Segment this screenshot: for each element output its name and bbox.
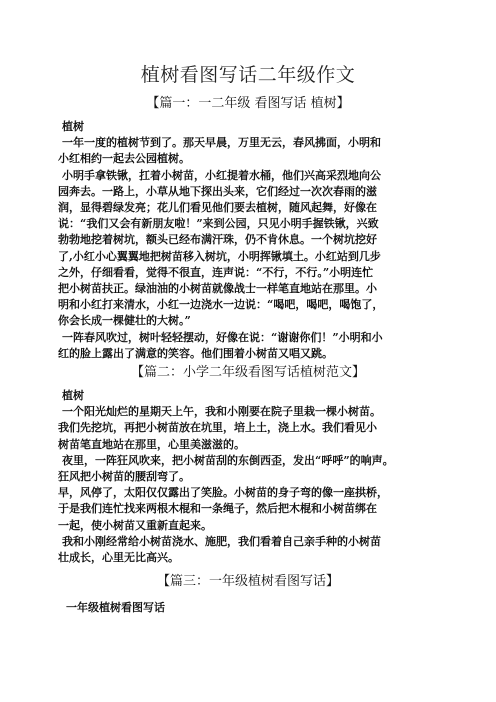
text-line: 壮成长，心里无比高兴。 [58,551,179,565]
section-2-label: 植树 [62,389,84,402]
text-line: 润，显得碧绿发亮；花儿们看见他们要去植树，随风起舞，好像在 [58,201,377,215]
text-line: 早，风停了，太阳仅仅露出了笑脸。小树苗的身子弯的像一座拱桥， [58,486,388,500]
text-line: 一年一度的植树节到了。那天早晨，万里无云，春风拂面，小明和 [62,136,381,150]
text-line: 你会长成一棵健壮的大树。” [58,314,191,328]
text-line: 园奔去。一路上，小草从地下探出头来，它们经过一次次春雨的滋 [58,184,377,198]
text-line: 红的脸上露出了满意的笑容。他们围着小树苗又唱又跳。 [58,346,333,360]
text-line: 把小树苗扶正。绿油油的小树苗就像战士一样笔直地站在那里。小 [58,282,377,296]
text-line: 一阵春风吹过，树叶轻轻摆动，好像在说：“谢谢你们！”小明和小 [62,330,383,344]
text-line: 一个阳光灿烂的星期天上午，我和小刚要在院子里栽一棵小树苗。 [62,405,381,419]
text-line: 小明手拿铁锹，扛着小树苗，小红提着水桶，他们兴高采烈地向公 [62,168,381,182]
text-line: 小红相约一起去公园植树。 [58,152,190,166]
text-line: 了,小红小心翼翼地把树苗移入树坑，小明挥锹填土。小红站到几步 [58,249,381,263]
text-line: 树苗笔直地站在那里，心里美滋滋的。 [58,437,245,451]
text-line: 说：“我们又会有新朋友啦！”来到公园，只见小明手握铁锹，兴致 [58,217,379,231]
text-line: 我们先挖坑，再把小树苗放在坑里，培上土，浇上水。我们看见小 [58,421,377,435]
section-1-label: 植树 [62,120,84,133]
text-line: 明和小红打来清水，小红一边浇水一边说：“喝吧，喝吧，喝饱了， [58,298,384,312]
document-title: 植树看图写话二年级作文 [140,64,356,86]
section-2-body [58,388,446,566]
text-line: 我和小刚经常给小树苗浇水、施肥，我们看着自己亲手种的小树苗 [62,534,381,548]
text-line: 一起，使小树苗又重新直起来。 [58,518,212,532]
text-line: 勃勃地挖着树坑，额头已经布满汗珠，仍不肯休息。一个树坑挖好 [58,233,377,247]
text-line: 夜里，一阵狂风吹来，把小树苗刮的东倒西歪，发出“呼呼”的响声。 [62,453,394,467]
section-3-body [58,600,446,616]
text-line: 之外，仔细看看，觉得不很直，连声说：“不行，不行。”小明连忙 [58,265,374,279]
section-1-body [58,119,446,362]
section-3-label: 一年级植树看图写话 [66,601,165,614]
text-line: 狂风把小树苗的腰刮弯了。 [58,470,190,484]
section-1-heading: 【篇一：一二年级 看图写话 植树】 [146,96,350,111]
section-2-heading: 【篇二：小学二年级看图写话植树范文】 [130,365,365,380]
section-3-heading: 【篇三：一年级植树看图写话】 [156,574,339,589]
text-line: 于是我们连忙找来两根木棍和一条绳子，然后把木棍和小树苗绑在 [58,502,377,516]
